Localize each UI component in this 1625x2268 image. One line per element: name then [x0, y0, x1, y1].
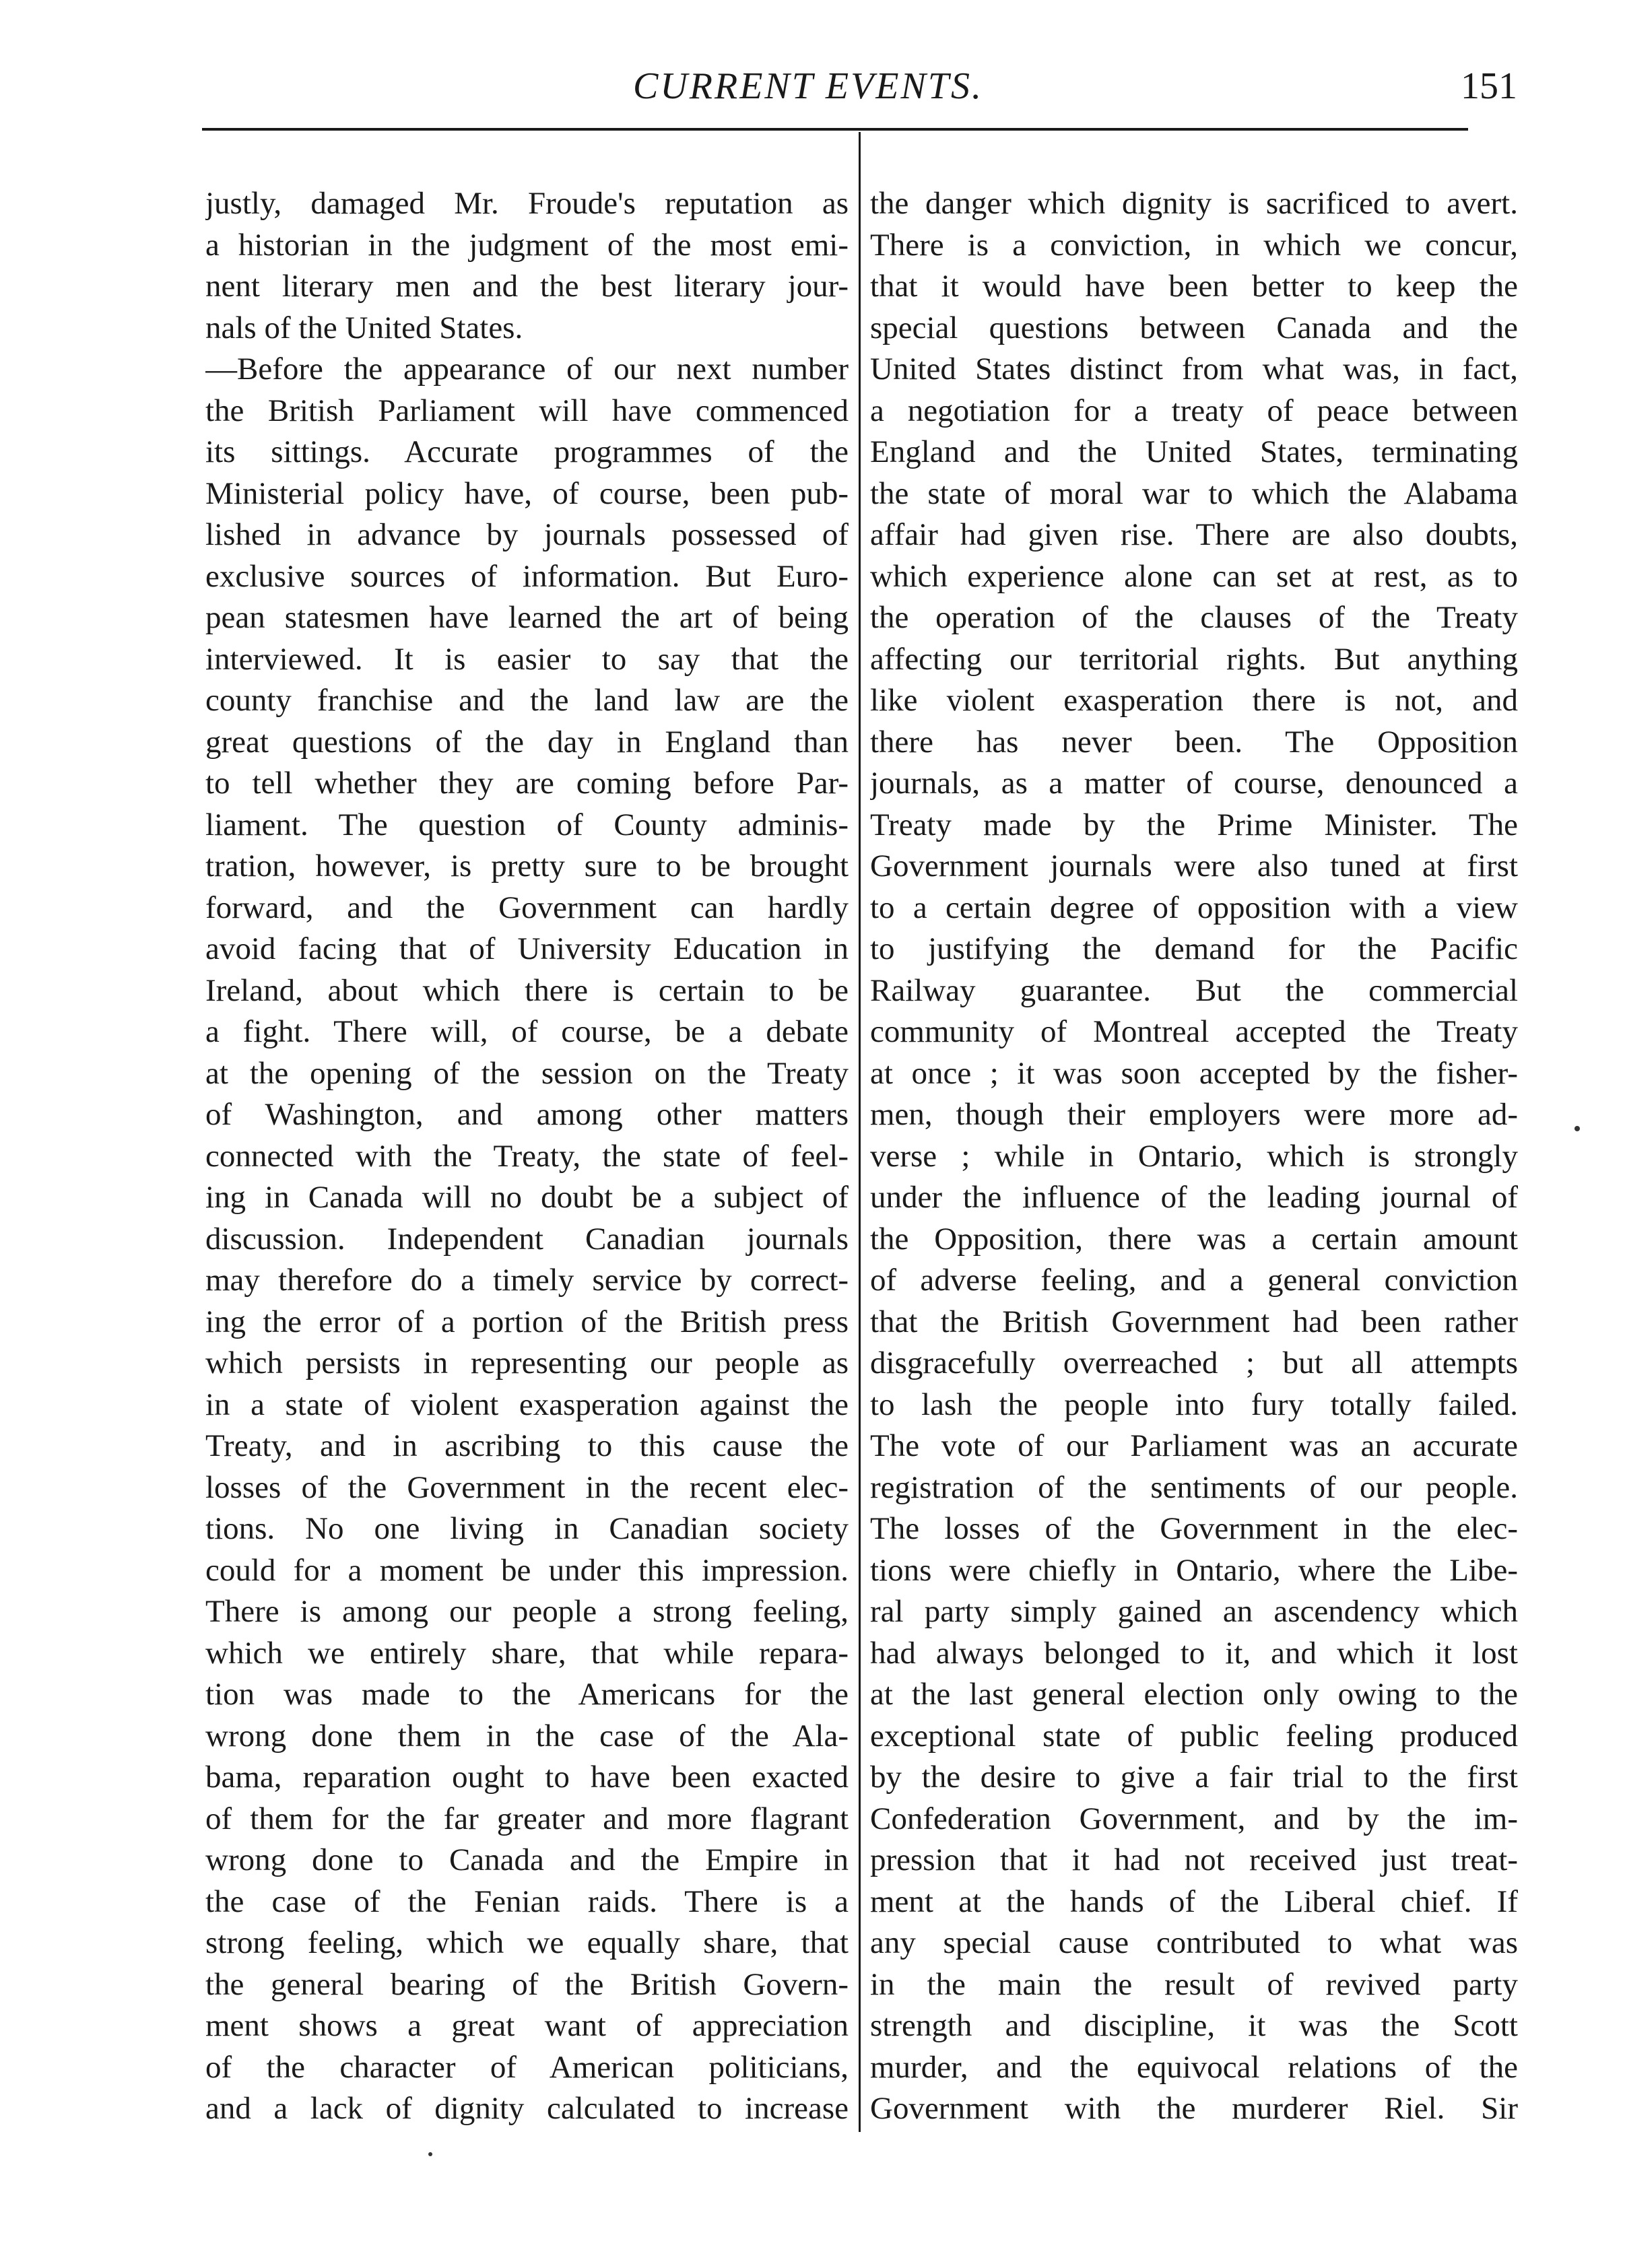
- page-number: 151: [1461, 65, 1517, 107]
- text-line: tion was made to the Americans for the: [205, 1677, 849, 1712]
- text-line: under the influence of the leading journal of: [870, 1180, 1518, 1215]
- text-line: may therefore do a timely service by correct-: [205, 1263, 849, 1298]
- text-line: to justifying the demand for the Pacific: [870, 931, 1518, 966]
- text-line: to a certain degree of opposition with a view: [870, 890, 1518, 925]
- text-line: that the British Government had been rather: [870, 1304, 1518, 1339]
- text-line: justly, damaged Mr. Froude's reputation as: [205, 186, 849, 221]
- text-line: The vote of our Parliament was an accurate: [870, 1428, 1518, 1463]
- text-line: any special cause contributed to what was: [870, 1925, 1518, 1960]
- text-line: the general bearing of the British Govern-: [205, 1966, 849, 2002]
- text-line: pean statesmen have learned the art of being: [205, 600, 849, 635]
- text-line: nals of the United States.: [205, 310, 523, 345]
- text-line: exceptional state of public feeling produced: [870, 1718, 1518, 1754]
- text-line: —Before the appearance of our next number: [205, 352, 849, 387]
- text-line: ral party simply gained an ascendency which: [870, 1594, 1518, 1629]
- stray-ink-dot: [1574, 1126, 1580, 1131]
- text-line: a historian in the judgment of the most emi-: [205, 227, 849, 263]
- text-line: discussion. Independent Canadian journals: [205, 1221, 849, 1257]
- text-line: wrong done to Canada and the Empire in: [205, 1842, 849, 1877]
- text-line: forward, and the Government can hardly: [205, 890, 849, 925]
- text-line: bama, reparation ought to have been exacted: [205, 1760, 849, 1795]
- text-line: and a lack of dignity calculated to increase: [205, 2091, 849, 2126]
- column-divider: [859, 132, 861, 2132]
- text-line: liament. The question of County adminis-: [205, 807, 849, 842]
- text-line: affair had given rise. There are also doubts,: [870, 517, 1518, 552]
- text-line: tration, however, is pretty sure to be brought: [205, 848, 849, 883]
- text-line: special questions between Canada and the: [870, 310, 1518, 345]
- text-line: Treaty, and in ascribing to this cause the: [205, 1428, 849, 1463]
- text-line: by the desire to give a fair trial to the first: [870, 1760, 1518, 1795]
- text-line: could for a moment be under this impression.: [205, 1552, 849, 1588]
- text-line: strength and discipline, it was the Scott: [870, 2008, 1518, 2043]
- text-line: to tell whether they are coming before Par-: [205, 766, 849, 801]
- text-line: The losses of the Government in the elec-: [870, 1511, 1518, 1546]
- text-line: like violent exasperation there is not, and: [870, 683, 1518, 718]
- text-line: to lash the people into fury totally failed.: [870, 1387, 1518, 1422]
- text-line: ment shows a great want of appreciation: [205, 2008, 849, 2043]
- text-line: interviewed. It is easier to say that the: [205, 641, 849, 677]
- text-line: ment at the hands of the Liberal chief. If: [870, 1883, 1518, 1919]
- text-line: of the character of American politicians,: [205, 2049, 849, 2085]
- text-line: verse ; while in Ontario, which is strongly: [870, 1138, 1518, 1174]
- text-line: lished in advance by journals possessed of: [205, 517, 849, 552]
- text-line: ing the error of a portion of the British press: [205, 1304, 849, 1339]
- text-line: Ministerial policy have, of course, been pub-: [205, 475, 849, 511]
- text-line: the state of moral war to which the Alabama: [870, 475, 1518, 511]
- header-rule: [202, 128, 1468, 131]
- text-line: at once ; it was soon accepted by the fisher-: [870, 1055, 1518, 1091]
- text-line: pression that it had not received just treat-: [870, 1842, 1518, 1877]
- text-line: tions were chiefly in Ontario, where the Libe-: [870, 1552, 1518, 1588]
- text-line: the operation of the clauses of the Treaty: [870, 600, 1518, 635]
- text-line: wrong done them in the case of the Ala-: [205, 1718, 849, 1754]
- text-line: had always belonged to it, and which it lost: [870, 1635, 1518, 1671]
- right-column: [870, 183, 1518, 2130]
- text-line: which experience alone can set at rest, as to: [870, 558, 1518, 594]
- running-title: CURRENT EVENTS.: [632, 65, 983, 107]
- text-line: men, though their employers were more ad-: [870, 1097, 1518, 1132]
- text-line: at the last general election only owing to the: [870, 1677, 1518, 1712]
- text-line: There is among our people a strong feeling,: [205, 1594, 849, 1629]
- text-line: in the main the result of revived party: [870, 1966, 1518, 2002]
- text-line: connected with the Treaty, the state of feel-: [205, 1138, 849, 1174]
- text-line: journals, as a matter of course, denounced a: [870, 766, 1518, 801]
- stray-ink-dot: [428, 2152, 432, 2156]
- text-line: the British Parliament will have commenced: [205, 393, 849, 428]
- running-head: [0, 59, 1625, 113]
- text-line: tions. No one living in Canadian society: [205, 1511, 849, 1546]
- text-line: avoid facing that of University Education in: [205, 931, 849, 966]
- text-line: England and the United States, terminating: [870, 434, 1518, 469]
- text-line: Confederation Government, and by the im-: [870, 1801, 1518, 1836]
- text-line: in a state of violent exasperation against the: [205, 1387, 849, 1422]
- text-line: Ireland, about which there is certain to be: [205, 972, 849, 1008]
- text-line: which persists in representing our people as: [205, 1345, 849, 1380]
- text-line: that it would have been better to keep the: [870, 269, 1518, 304]
- text-line: of adverse feeling, and a general conviction: [870, 1263, 1518, 1298]
- text-line: affecting our territorial rights. But anything: [870, 641, 1518, 677]
- text-line: Government journals were also tuned at first: [870, 848, 1518, 883]
- text-line: at the opening of the session on the Treaty: [205, 1055, 849, 1091]
- text-line: registration of the sentiments of our people.: [870, 1469, 1518, 1505]
- text-line: Treaty made by the Prime Minister. The: [870, 807, 1518, 842]
- text-line: the danger which dignity is sacrificed to avert.: [870, 186, 1518, 221]
- text-line: of Washington, and among other matters: [205, 1097, 849, 1132]
- text-line: United States distinct from what was, in fact,: [870, 352, 1518, 387]
- text-line: a fight. There will, of course, be a debate: [205, 1014, 849, 1049]
- text-line: the Opposition, there was a certain amount: [870, 1221, 1518, 1257]
- text-line: there has never been. The Opposition: [870, 724, 1518, 760]
- text-line: a negotiation for a treaty of peace between: [870, 393, 1518, 428]
- text-line: great questions of the day in England than: [205, 724, 849, 760]
- text-line: the case of the Fenian raids. There is a: [205, 1883, 849, 1919]
- text-line: disgracefully overreached ; but all attempts: [870, 1345, 1518, 1380]
- text-line: losses of the Government in the recent elec-: [205, 1469, 849, 1505]
- text-line: community of Montreal accepted the Treaty: [870, 1014, 1518, 1049]
- left-column: [205, 183, 849, 2130]
- text-line: murder, and the equivocal relations of the: [870, 2049, 1518, 2085]
- text-line: which we entirely share, that while repara-: [205, 1635, 849, 1671]
- text-line: its sittings. Accurate programmes of the: [205, 434, 849, 469]
- text-line: exclusive sources of information. But Euro-: [205, 558, 849, 594]
- text-line: of them for the far greater and more flagrant: [205, 1801, 849, 1836]
- text-line: nent literary men and the best literary jour-: [205, 269, 849, 304]
- text-line: Railway guarantee. But the commercial: [870, 972, 1518, 1008]
- text-line: strong feeling, which we equally share, that: [205, 1925, 849, 1960]
- text-line: ing in Canada will no doubt be a subject of: [205, 1180, 849, 1215]
- text-line: There is a conviction, in which we concur,: [870, 227, 1518, 263]
- text-line: county franchise and the land law are the: [205, 683, 849, 718]
- text-line: Government with the murderer Riel. Sir: [870, 2091, 1518, 2126]
